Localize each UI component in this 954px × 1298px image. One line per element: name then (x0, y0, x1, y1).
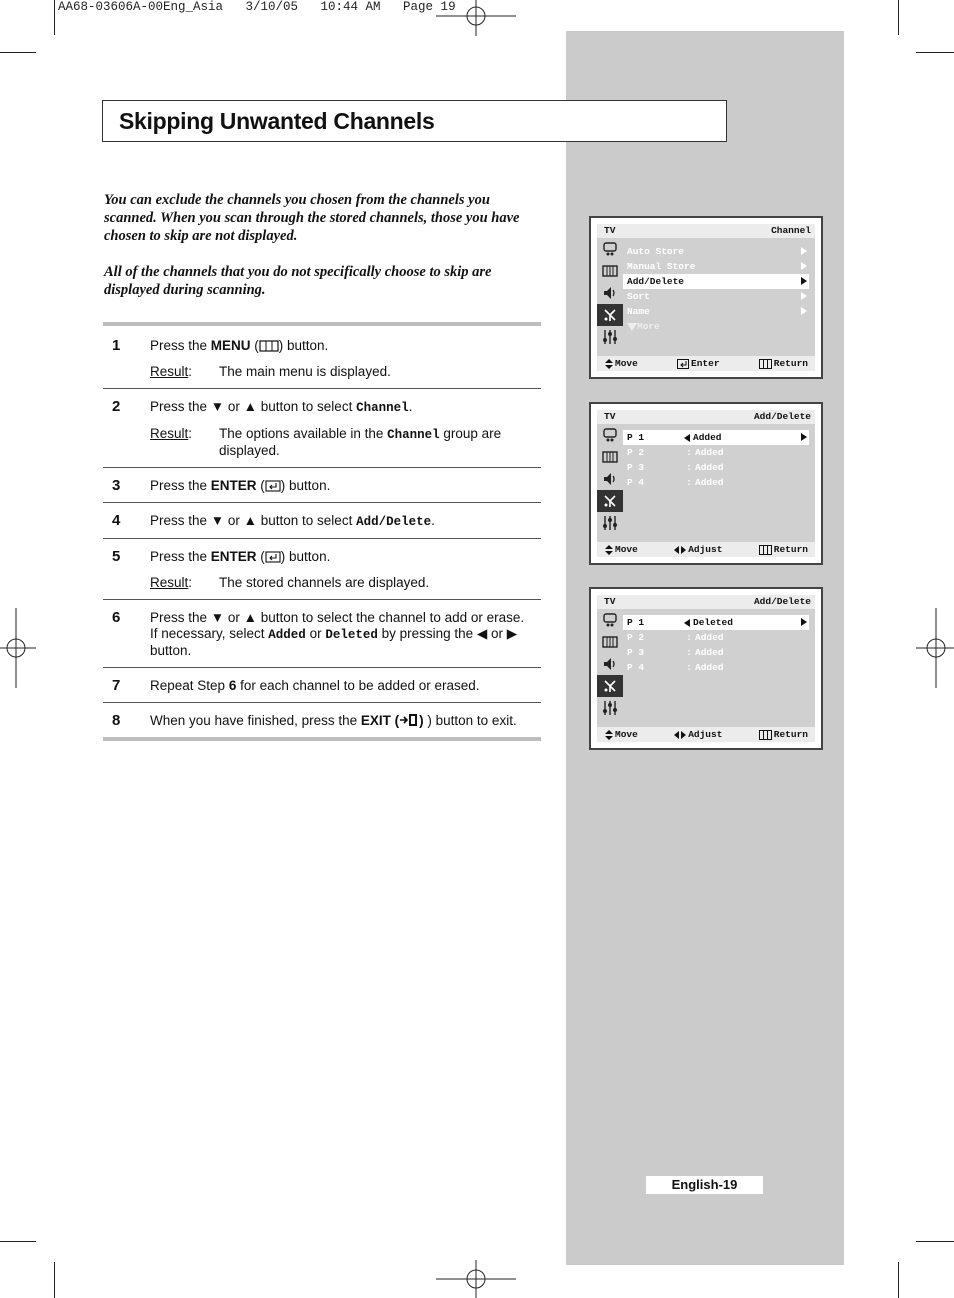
osd-add-delete-menu (589, 587, 823, 750)
channel-row[interactable]: P 2 : Added (627, 447, 724, 458)
osd-footer: Move Adjust Return (597, 542, 815, 557)
result-text: The main menu is displayed. (219, 364, 391, 379)
osd-menu-item[interactable]: Auto Store (623, 244, 809, 259)
step-number: 5 (112, 548, 121, 565)
page-number: English-19 (646, 1176, 763, 1194)
result-text: The options available in the Channel group are displayed. (219, 426, 502, 458)
step-row: 5 Press the ENTER ( ) button. Result: The stored channels are displayed. (103, 538, 541, 599)
step-number: 2 (112, 398, 121, 415)
menu-grid-icon (597, 631, 623, 653)
channel-row-selected[interactable]: P 1 Deleted (623, 615, 809, 630)
channel-row[interactable]: P 4 : Added (627, 662, 724, 673)
setup-sliders-icon (597, 512, 623, 534)
up-down-icon (605, 545, 613, 555)
speaker-icon (597, 468, 623, 490)
step-row: 3 Press the ENTER ( ) button. (103, 467, 541, 502)
left-arrow-icon (684, 619, 690, 627)
osd-menu-item-selected[interactable]: Add/Delete (623, 274, 809, 289)
print-header: AA68-03606A-00Eng_Asia 3/10/05 10:44 AM Page 19 (58, 0, 456, 14)
step-row: 2 Press the ▼ or ▲ button to select Channel. Result: The options available in the Channel group are displayed. (103, 388, 541, 467)
step-number: 7 (112, 677, 121, 694)
right-arrow-icon (801, 277, 807, 285)
picture-icon (597, 238, 623, 260)
left-right-icon (674, 545, 686, 555)
crop-mark (54, 0, 55, 35)
intro-paragraph: You can exclude the channels you chosen from the channels you scanned. When you scan through the stored channels, those you have chosen to skip are not displayed. (104, 192, 520, 244)
setup-sliders-icon (597, 697, 623, 719)
page-title: Skipping Unwanted Channels (119, 108, 435, 134)
registration-mark-left (0, 608, 36, 688)
osd-channel-list (623, 424, 815, 534)
right-arrow-icon (801, 262, 807, 270)
menu-icon (759, 359, 772, 369)
osd-icon-column (597, 424, 623, 534)
step-number: 3 (112, 477, 121, 494)
result-text: The stored channels are displayed. (219, 575, 430, 590)
up-down-icon (605, 359, 613, 369)
right-arrow-icon (801, 433, 807, 441)
channel-row[interactable]: P 2 : Added (627, 632, 724, 643)
speaker-icon (597, 282, 623, 304)
osd-tv-label: TV (604, 596, 616, 607)
menu-icon (259, 340, 279, 352)
right-arrow-icon (801, 247, 807, 255)
step-number: 8 (112, 712, 121, 729)
step-number: 1 (112, 337, 121, 354)
crop-mark (54, 1262, 55, 1298)
result-label: Result (150, 575, 189, 590)
result-label: Result (150, 364, 189, 379)
menu-grid-icon (597, 446, 623, 468)
enter-icon (265, 551, 281, 563)
crop-mark (0, 52, 36, 53)
menu-icon (759, 730, 772, 740)
registration-mark-top (436, 0, 516, 36)
step-row: 1 Press the MENU ( ) button. Result: The main menu is displayed. (112, 337, 391, 379)
step-number: 4 (112, 512, 121, 529)
step-number: 6 (112, 609, 121, 626)
up-down-icon (605, 730, 613, 740)
antenna-icon (597, 675, 623, 697)
osd-title: Channel (771, 225, 811, 236)
channel-row[interactable]: P 3 : Added (627, 647, 724, 658)
osd-menu-item[interactable]: Manual Store (623, 259, 809, 274)
menu-grid-icon (597, 260, 623, 282)
intro-paragraph: All of the channels that you do not specifically choose to skip are displayed during scanning. (104, 264, 492, 298)
osd-footer: Move Enter Return (597, 356, 815, 371)
osd-tv-label: TV (604, 411, 616, 422)
step-row: 6 Press the ▼ or ▲ button to select the channel to add or erase. If necessary, select Added or Deleted by pressing the ◀ or ▶ button. (103, 599, 541, 667)
osd-tv-label: TV (604, 225, 616, 236)
step-row: 7 Repeat Step 6 for each channel to be added or erased. (103, 667, 541, 702)
osd-channel-menu (589, 216, 823, 379)
right-arrow-icon (801, 307, 807, 315)
setup-sliders-icon (597, 326, 623, 348)
picture-icon (597, 609, 623, 631)
crop-mark (898, 1262, 899, 1298)
speaker-icon (597, 653, 623, 675)
left-right-icon (674, 730, 686, 740)
registration-mark-bottom (436, 1260, 516, 1298)
registration-mark-right (916, 608, 954, 688)
crop-mark (898, 0, 899, 35)
menu-icon (759, 545, 772, 555)
antenna-icon (597, 490, 623, 512)
enter-icon (265, 480, 281, 492)
channel-row[interactable]: P 4 : Added (627, 477, 724, 488)
picture-icon (597, 424, 623, 446)
down-triangle-icon (627, 323, 637, 331)
osd-menu-list (623, 238, 815, 348)
channel-row[interactable]: P 3 : Added (627, 462, 724, 473)
osd-more-item[interactable]: More (623, 319, 809, 334)
osd-title: Add/Delete (753, 596, 811, 607)
title-box (102, 100, 727, 142)
osd-menu-item[interactable]: Sort (623, 289, 809, 304)
left-arrow-icon (684, 434, 690, 442)
channel-row-selected[interactable]: P 1 Added (623, 430, 809, 445)
osd-icon-column (597, 238, 623, 348)
antenna-icon (597, 304, 623, 326)
exit-icon (399, 713, 419, 727)
right-arrow-icon (801, 618, 807, 626)
osd-channel-list (623, 609, 815, 719)
crop-mark (0, 1241, 36, 1242)
steps-table (103, 322, 541, 741)
osd-add-delete-menu (589, 402, 823, 565)
osd-title: Add/Delete (753, 411, 811, 422)
crop-mark (916, 1241, 954, 1242)
right-arrow-icon (801, 292, 807, 300)
osd-footer: Move Adjust Return (597, 727, 815, 742)
result-label: Result (150, 426, 189, 441)
enter-icon (677, 359, 689, 369)
step-row: 4 Press the ▼ or ▲ button to select Add/Delete. (103, 502, 541, 538)
osd-icon-column (597, 609, 623, 719)
step-row: 8 When you have finished, press the EXIT ( ) ) button to exit. (103, 702, 541, 737)
crop-mark (916, 52, 954, 53)
osd-menu-item[interactable]: Name (623, 304, 809, 319)
